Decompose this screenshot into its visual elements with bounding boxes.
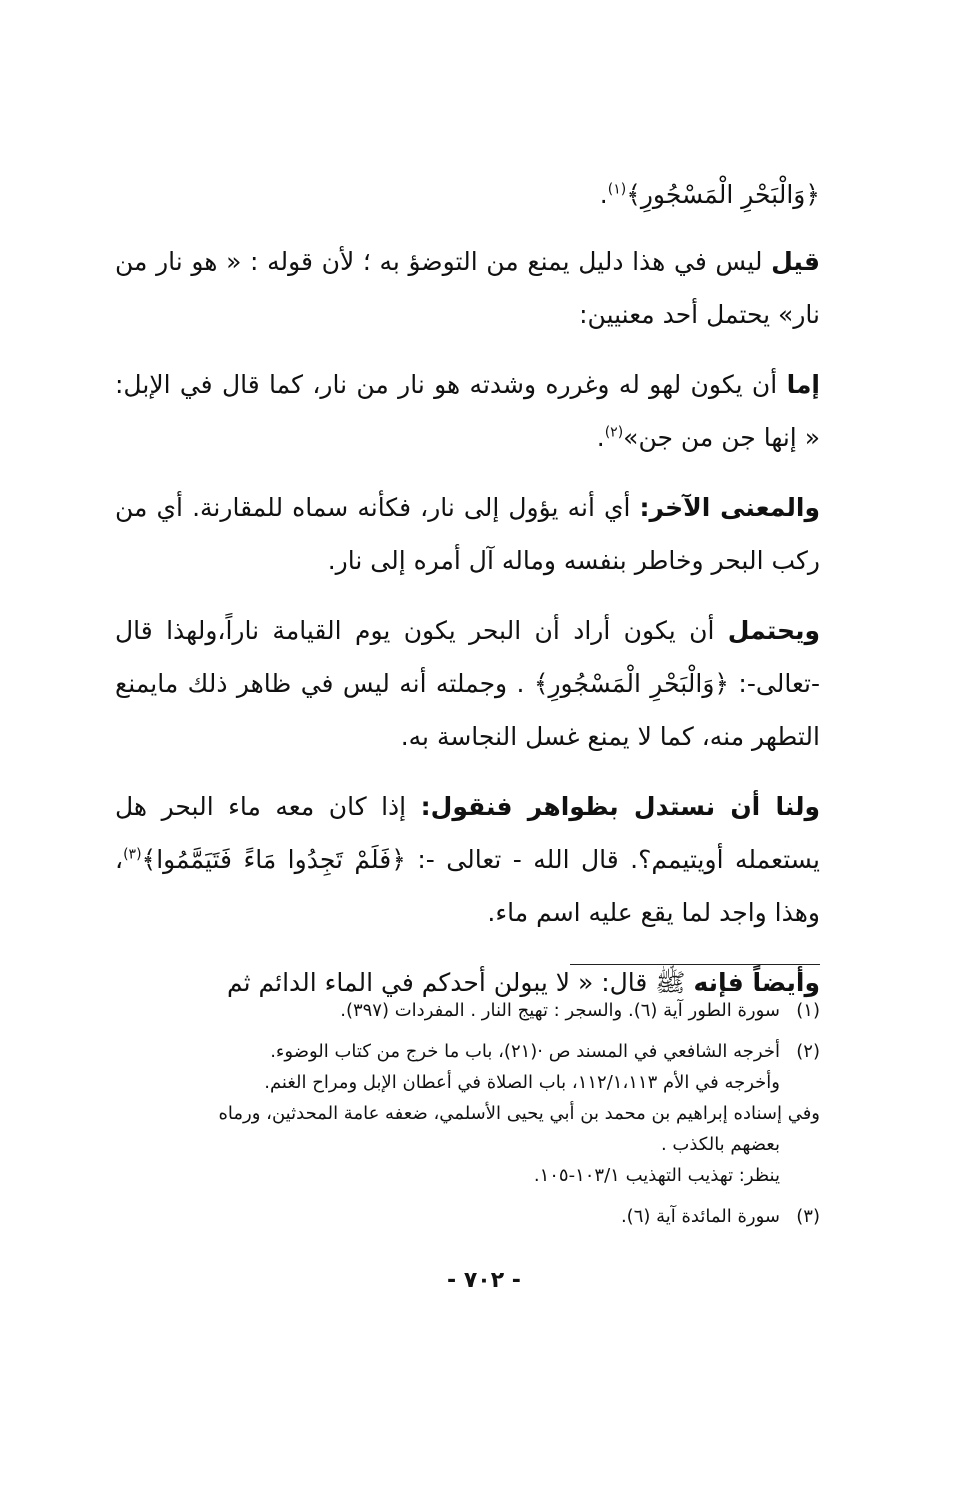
paragraph-text: أن يكون أراد أن البحر يكون يوم القيامة ناراً،ولهذا قال -تعالى-: — [115, 616, 820, 698]
footnote-2 — [115, 1036, 820, 1191]
footnote-number: (٣) — [796, 1206, 820, 1227]
footnote-line: وأخرجه في الأم ١١٢/١،١١٣، باب الصلاة في أعطان الإبل ومراح الغنم. — [264, 1072, 780, 1093]
footnote-line: سورة المائدة آية (٦). — [620, 1206, 780, 1227]
page-number: - ٧٠٢ - — [447, 1268, 521, 1293]
paragraph-lead: إما — [786, 370, 820, 399]
paragraph-first-meaning: إما أن يكون لهو له وغرره وشدته هو نار من نار، كما قال في الإبل: « إنها جن من جن»$^{(٢)}$. — [115, 370, 820, 452]
footnote-number: (٢) — [796, 1041, 820, 1062]
footnote-line: سورة الطور آية (٦). والسجر : تهيج النار . المفردات (٣٩٧). — [340, 1000, 780, 1021]
quran-verse: ﴿وَالْبَحْرِ الْمَسْجُورِ﴾ — [533, 669, 730, 698]
footnotes — [115, 995, 820, 1242]
paragraph-text: أي أنه يؤول إلى نار، فكأنه سماه للمقارنة. أي من ركب البحر وخاطر بنفسه وماله آل أمره إلى نار. — [115, 493, 820, 575]
footnote-separator — [570, 964, 820, 965]
paragraph-lead: ولنا أن نستدل بظواهر فنقول: — [420, 792, 820, 821]
paragraph-quran-verse: ﴿وَالْبَحْرِ الْمَسْجُورِ﴾$^{(١)}$. — [599, 180, 820, 209]
footnote-body — [115, 1036, 820, 1191]
paragraph-lead: وأيضاً فإنه — [693, 968, 820, 997]
footnote-line: بعضهم بالكذب . — [660, 1134, 780, 1155]
footnote-ref-3[interactable]: (٣) — [123, 846, 142, 863]
paragraph-possibility — [115, 604, 820, 763]
paragraph-second-meaning — [115, 481, 820, 587]
footnote-number: (١) — [796, 1000, 820, 1021]
footnote-ref-2[interactable]: (٢) — [604, 424, 624, 441]
paragraph-lead: ويحتمل — [727, 616, 820, 645]
footnote-3 — [115, 1201, 820, 1232]
paragraph-text: ليس في هذا دليل يمنع من التوضؤ به ؛ لأن قوله : « هو نار من نار» يحتمل أحد معنيين: — [115, 247, 820, 329]
main-text — [115, 168, 820, 1026]
paragraph-objection — [115, 235, 820, 341]
paragraph-lead: قيل — [771, 247, 820, 276]
paragraph-text: إذا كان معه ماء البحر هل يستعمله أويتيمم؟. قال الله - تعالى -: — [115, 792, 820, 874]
paragraph-argument — [115, 780, 820, 939]
footnote-1 — [115, 995, 820, 1026]
footnote-line: وفي إسناده إبراهيم بن محمد بن أبي يحيى الأسلمي، ضعفه عامة المحدثين، ورماه — [218, 1103, 820, 1124]
footnote-line: أخرجه الشافعي في المسند ص ·(٢١)، باب ما خرج من كتاب الوضوء. — [270, 1041, 780, 1062]
quran-verse: ﴿فَلَمْ تَجِدُوا مَاءً فَتَيَمَّمُوا﴾ — [141, 845, 406, 874]
footnote-ref-1[interactable]: (١) — [607, 181, 627, 198]
paragraph-lead: والمعنى الآخر: — [639, 493, 820, 522]
paragraph-text: ﷺ قال: « لا يبولن أحدكم في الماء الدائم ثم — [226, 968, 694, 997]
paragraph-text: . وجملته أنه ليس في ظاهر ذلك مايمنع التطهر منه، كما لا يمنع غسل النجاسة به. — [115, 669, 820, 751]
paragraph-text: ، وهذا واجد لما يقع عليه اسم ماء. — [115, 845, 820, 927]
footnote-body — [115, 995, 780, 1026]
paragraph-text: أن يكون لهو له وغرره وشدته هو نار من نار، كما قال في الإبل: « إنها جن من جن» — [115, 370, 820, 452]
footnote-line: ينظر: تهذيب التهذيب ١٠٣/١-١٠٥. — [533, 1165, 780, 1186]
quran-verse: ﴿وَالْبَحْرِ الْمَسْجُورِ﴾ — [626, 180, 820, 209]
footnote-body — [115, 1201, 780, 1232]
